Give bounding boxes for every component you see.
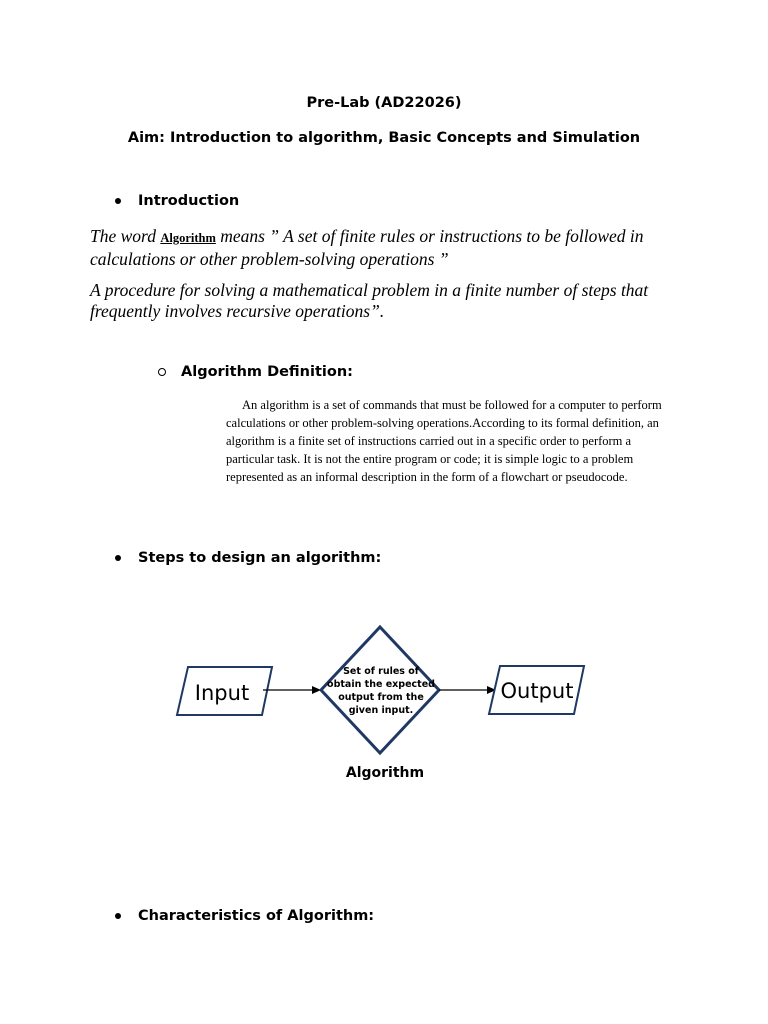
intro-paragraph-1-line-2: calculations or other problem-solving operations ” (90, 249, 449, 269)
aim-heading: Aim: Introduction to algorithm, Basic Concepts and Simulation (127, 130, 641, 146)
bullet-icon (115, 913, 121, 919)
process-diamond (321, 627, 439, 753)
process-line-2: obtain the expected (327, 679, 435, 690)
page-title: Pre-Lab (AD22026) (306, 95, 462, 111)
intro-text-suffix: means ” A set of finite rules or instructions to be followed in (215, 226, 644, 246)
output-label: Output (500, 679, 574, 703)
intro-text-prefix: The word (90, 226, 161, 246)
definition-label: Algorithm Definition: (181, 364, 353, 380)
input-label: Input (194, 681, 250, 705)
algorithm-keyword: Algorithm (160, 231, 216, 245)
introduction-label: Introduction (138, 193, 240, 209)
steps-label: Steps to design an algorithm: (138, 550, 382, 566)
diagram-caption: Algorithm (345, 765, 425, 781)
process-line-4: given input. (348, 705, 414, 716)
intro-paragraph-2-line-1: A procedure for solving a mathematical problem in a finite number of steps that (90, 280, 649, 300)
process-line-3: output from the (338, 692, 424, 703)
process-line-1: Set of rules of (343, 666, 419, 677)
intro-paragraph-2-line-2: frequently involves recursive operations”. (90, 301, 385, 321)
characteristics-heading (115, 908, 374, 924)
definition-paragraph: An algorithm is a set of commands that must be followed for a computer to perform calculations or other problem-solving operations.According to its formal definition, an algorithm is a finite set of instructions carried out in a specific order to perform a particular task. It is not the entire program or code; it is simple logic to a problem represented as an informal description in the form of a flowchart or pseudocode. (226, 398, 662, 484)
characteristics-label: Characteristics of Algorithm: (138, 908, 375, 924)
